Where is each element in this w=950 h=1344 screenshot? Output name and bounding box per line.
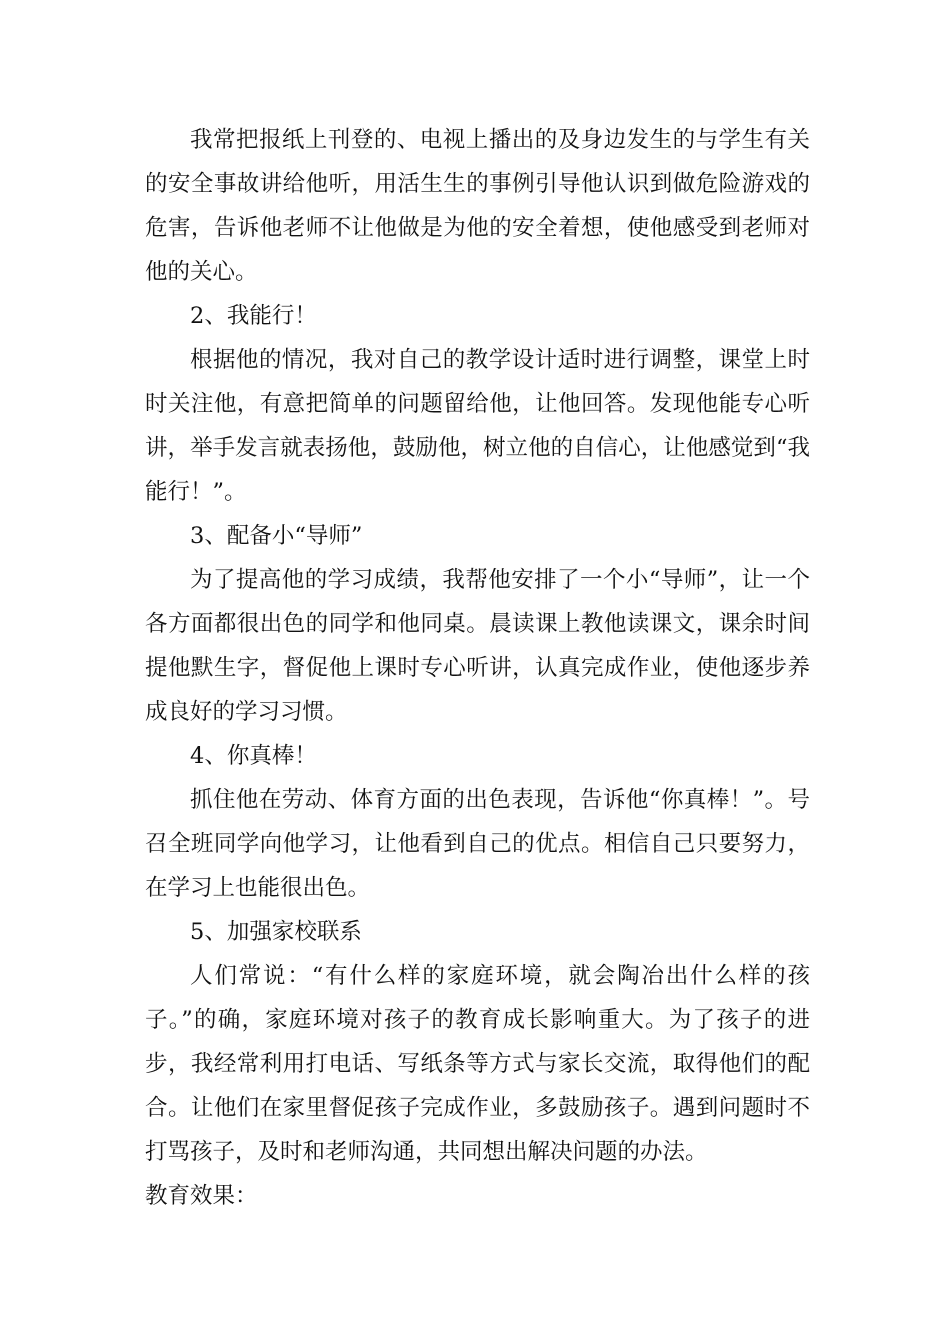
heading-you-are-great: 4、你真棒！ [190,743,317,769]
paragraph-mentor-arrangement: 为了提高他的学习成绩，我帮他安排了一个小“导师”，让一个各方面都很出色的同学和他同桌。晨读课上教他读课文，课余时间提他默生字，督促他上课时专心听讲，认真完成作业，使他逐步养成良好的学习习惯。 [145,567,810,725]
document-body [145,118,810,1218]
heading-little-mentor: 3、配备小“导师” [190,523,363,549]
paragraph-safety-stories: 我常把报纸上刊登的、电视上播出的及身边发生的与学生有关的安全事故讲给他听，用活生生的事例引导他认识到做危险游戏的危害，告诉他老师不让他做是为他的安全着想，使他感受到老师对他的关心。 [145,127,810,285]
paragraph-lesson-adjustment: 根据他的情况，我对自己的教学设计适时进行调整，课堂上时时关注他，有意把简单的问题留给他，让他回答。发现他能专心听讲，举手发言就表扬他，鼓励他，树立他的自信心，让他感觉到“我能行！”。 [145,347,810,505]
heading-i-can-do-it: 2、我能行！ [190,303,317,329]
heading-home-school-contact: 5、加强家校联系 [190,919,362,945]
section-education-effect: 教育效果： [145,1183,258,1209]
paragraph-family-environment: 人们常说：“有什么样的家庭环境，就会陶冶出什么样的孩子。”的确，家庭环境对孩子的教育成长影响重大。为了孩子的进步，我经常利用打电话、写纸条等方式与家长交流，取得他们的配合。让他们在家里督促孩子完成作业，多鼓励孩子。遇到问题时不打骂孩子，及时和老师沟通，共同想出解决问题的办法。 [145,963,810,1165]
paragraph-praise: 抓住他在劳动、体育方面的出色表现，告诉他“你真棒！”。号召全班同学向他学习，让他看到自己的优点。相信自己只要努力，在学习上也能很出色。 [145,787,810,901]
